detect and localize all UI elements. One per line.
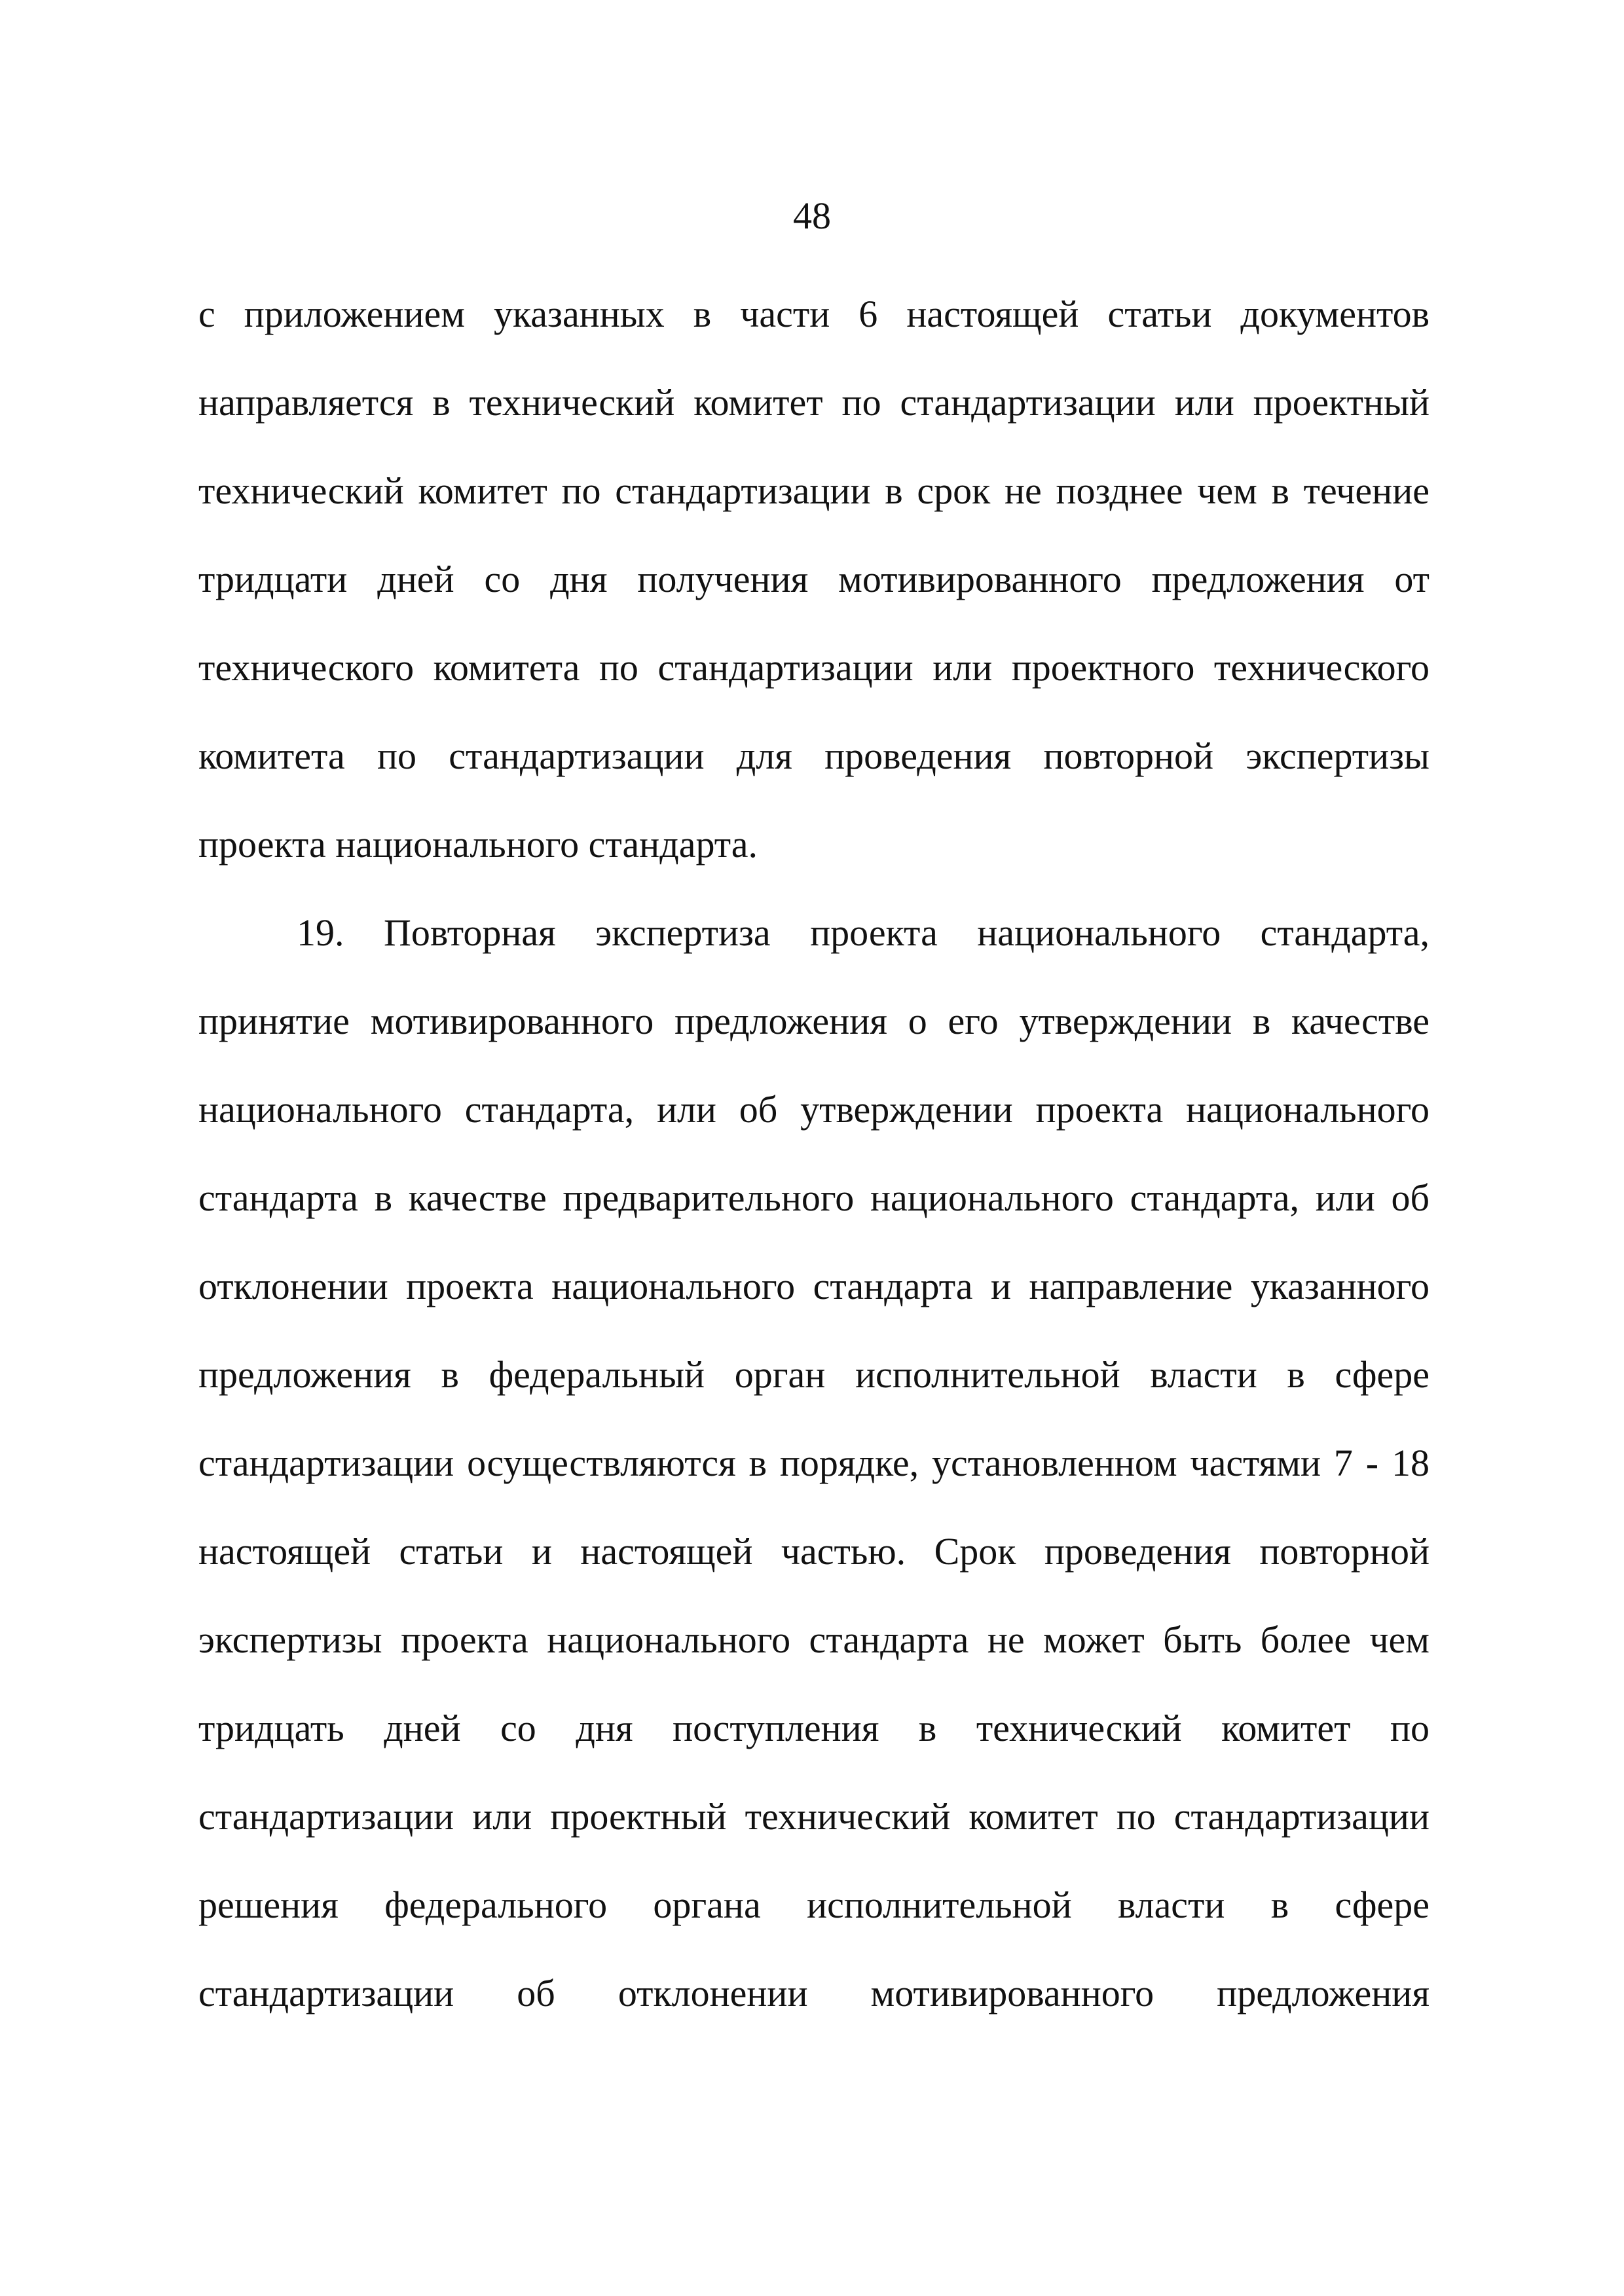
- paragraph-end-line: проекта национального стандарта.: [198, 823, 758, 866]
- text-line: стандартизации об отклонении мотивированного предложения: [198, 1972, 1430, 2014]
- text-line: экспертизы проекта национального стандарта не может быть более чем: [198, 1618, 1430, 1661]
- text-line: направляется в технический комитет по стандартизации или проектный: [198, 381, 1430, 424]
- paragraph-19-first-line: 19. Повторная экспертиза проекта национального стандарта,: [297, 911, 1430, 954]
- text-line: комитета по стандартизации для проведения повторной экспертизы: [198, 735, 1430, 777]
- text-line: тридцать дней со дня поступления в технический комитет по: [198, 1707, 1430, 1749]
- text-line: с приложением указанных в части 6 настоящей статьи документов: [198, 293, 1430, 335]
- text-line: настоящей статьи и настоящей частью. Срок проведения повторной: [198, 1530, 1430, 1573]
- text-line: технического комитета по стандартизации или проектного технического: [198, 646, 1430, 689]
- text-line: стандарта в качестве предварительного национального стандарта, или об: [198, 1176, 1430, 1219]
- body-text: [198, 288, 1430, 2056]
- text-line: стандартизации или проектный технический комитет по стандартизации: [198, 1795, 1430, 1838]
- text-line: отклонении проекта национального стандарта и направление указанного: [198, 1265, 1430, 1307]
- text-line: предложения в федеральный орган исполнительной власти в сфере: [198, 1353, 1430, 1396]
- text-line: принятие мотивированного предложения о его утверждении в качестве: [198, 1000, 1430, 1042]
- text-line: тридцати дней со дня получения мотивированного предложения от: [198, 558, 1430, 600]
- text-line: решения федерального органа исполнительной власти в сфере: [198, 1884, 1430, 1926]
- text-line: технический комитет по стандартизации в срок не позднее чем в течение: [198, 469, 1430, 512]
- text-line: стандартизации осуществляются в порядке, установленном частями 7 - 18: [198, 1442, 1430, 1484]
- text-line: национального стандарта, или об утверждении проекта национального: [198, 1088, 1430, 1131]
- page-number: 48: [793, 194, 831, 237]
